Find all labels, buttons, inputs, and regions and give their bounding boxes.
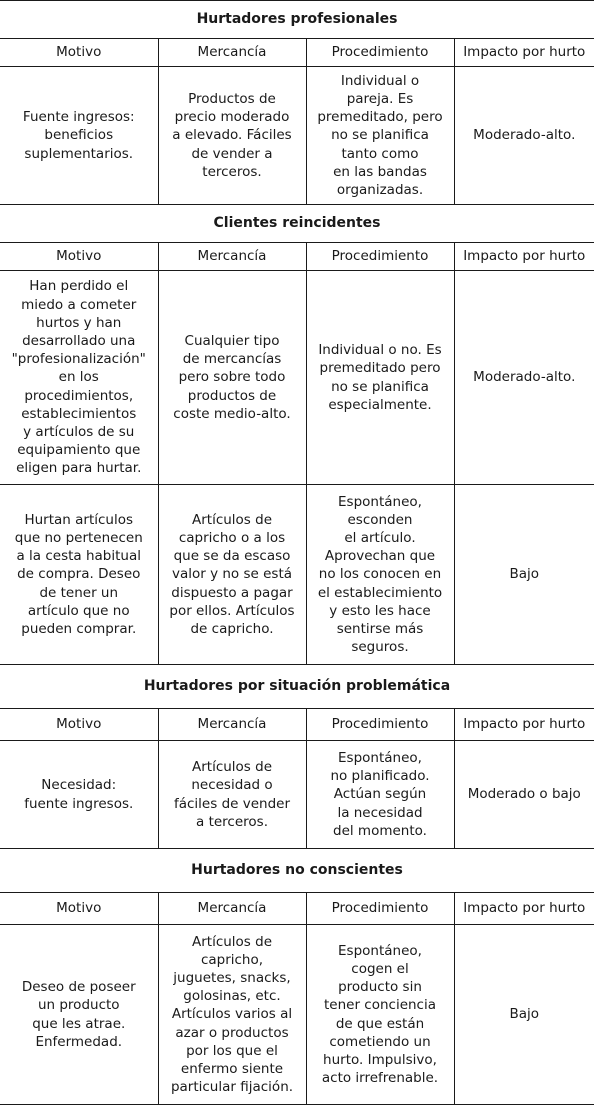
- header-impacto: Impacto por hurto: [454, 243, 594, 271]
- cell-motivo: Fuente ingresos: beneficios suplementarios.: [0, 67, 158, 205]
- header-impacto: Impacto por hurto: [454, 893, 594, 925]
- cell-motivo: Han perdido el miedo a cometer hurtos y han desarrollado una "profesionalización" en los procedimientos, establecimientos y artículos de su equipamiento que eligen para hurtar.: [0, 271, 158, 485]
- header-row: [0, 39, 594, 67]
- table-row: [0, 271, 594, 485]
- header-mercancia: Mercancía: [158, 893, 306, 925]
- section-title-row: [0, 849, 594, 893]
- header-row: [0, 243, 594, 271]
- header-impacto: Impacto por hurto: [454, 709, 594, 741]
- header-motivo: Motivo: [0, 243, 158, 271]
- cell-mercancia: Artículos de capricho, juguetes, snacks, golosinas, etc. Artículos varios al azar o productos por los que el enfermo siente particular fijación.: [158, 925, 306, 1105]
- table-row: [0, 925, 594, 1105]
- cell-impacto: Moderado-alto.: [454, 271, 594, 485]
- cell-mercancia: Artículos de capricho o a los que se da escaso valor y no se está dispuesto a pagar por ellos. Artículos de capricho.: [158, 485, 306, 665]
- cell-procedimiento: Espontáneo, cogen el producto sin tener conciencia de que están cometiendo un hurto. Impulsivo, acto irrefrenable.: [306, 925, 454, 1105]
- cell-procedimiento: Individual o pareja. Es premeditado, pero no se planifica tanto como en las bandas organizadas.: [306, 67, 454, 205]
- cell-procedimiento: Espontáneo, no planificado. Actúan según la necesidad del momento.: [306, 741, 454, 849]
- table-row: [0, 741, 594, 849]
- header-mercancia: Mercancía: [158, 243, 306, 271]
- cell-procedimiento: Espontáneo, esconden el artículo. Aprovechan que no los conocen en el establecimiento y esto les hace sentirse más seguros.: [306, 485, 454, 665]
- cell-procedimiento: Individual o no. Es premeditado pero no se planifica especialmente.: [306, 271, 454, 485]
- header-motivo: Motivo: [0, 709, 158, 741]
- cell-impacto: Moderado-alto.: [454, 67, 594, 205]
- cell-mercancia: Artículos de necesidad o fáciles de vender a terceros.: [158, 741, 306, 849]
- cell-motivo: Necesidad: fuente ingresos.: [0, 741, 158, 849]
- section-title-row: [0, 665, 594, 709]
- header-row: [0, 709, 594, 741]
- section-title-row: [0, 1, 594, 39]
- cell-motivo: Hurtan artículos que no pertenecen a la cesta habitual de compra. Deseo de tener un artículo que no pueden comprar.: [0, 485, 158, 665]
- table-row: [0, 67, 594, 205]
- cell-mercancia: Productos de precio moderado a elevado. Fáciles de vender a terceros.: [158, 67, 306, 205]
- cell-impacto: Bajo: [454, 925, 594, 1105]
- header-impacto: Impacto por hurto: [454, 39, 594, 67]
- header-procedimiento: Procedimiento: [306, 39, 454, 67]
- header-row: [0, 893, 594, 925]
- header-procedimiento: Procedimiento: [306, 893, 454, 925]
- header-procedimiento: Procedimiento: [306, 243, 454, 271]
- header-mercancia: Mercancía: [158, 39, 306, 67]
- cell-mercancia: Cualquier tipo de mercancías pero sobre todo productos de coste medio-alto.: [158, 271, 306, 485]
- cell-impacto: Moderado o bajo: [454, 741, 594, 849]
- section-title-row: [0, 205, 594, 243]
- header-motivo: Motivo: [0, 893, 158, 925]
- section-title: Hurtadores por situación problemática: [0, 665, 594, 709]
- cell-motivo: Deseo de poseer un producto que les atrae. Enfermedad.: [0, 925, 158, 1105]
- section-title: Hurtadores profesionales: [0, 1, 594, 39]
- section-title: Clientes reincidentes: [0, 205, 594, 243]
- section-title: Hurtadores no conscientes: [0, 849, 594, 893]
- header-mercancia: Mercancía: [158, 709, 306, 741]
- cell-impacto: Bajo: [454, 485, 594, 665]
- header-motivo: Motivo: [0, 39, 158, 67]
- header-procedimiento: Procedimiento: [306, 709, 454, 741]
- table-row: [0, 485, 594, 665]
